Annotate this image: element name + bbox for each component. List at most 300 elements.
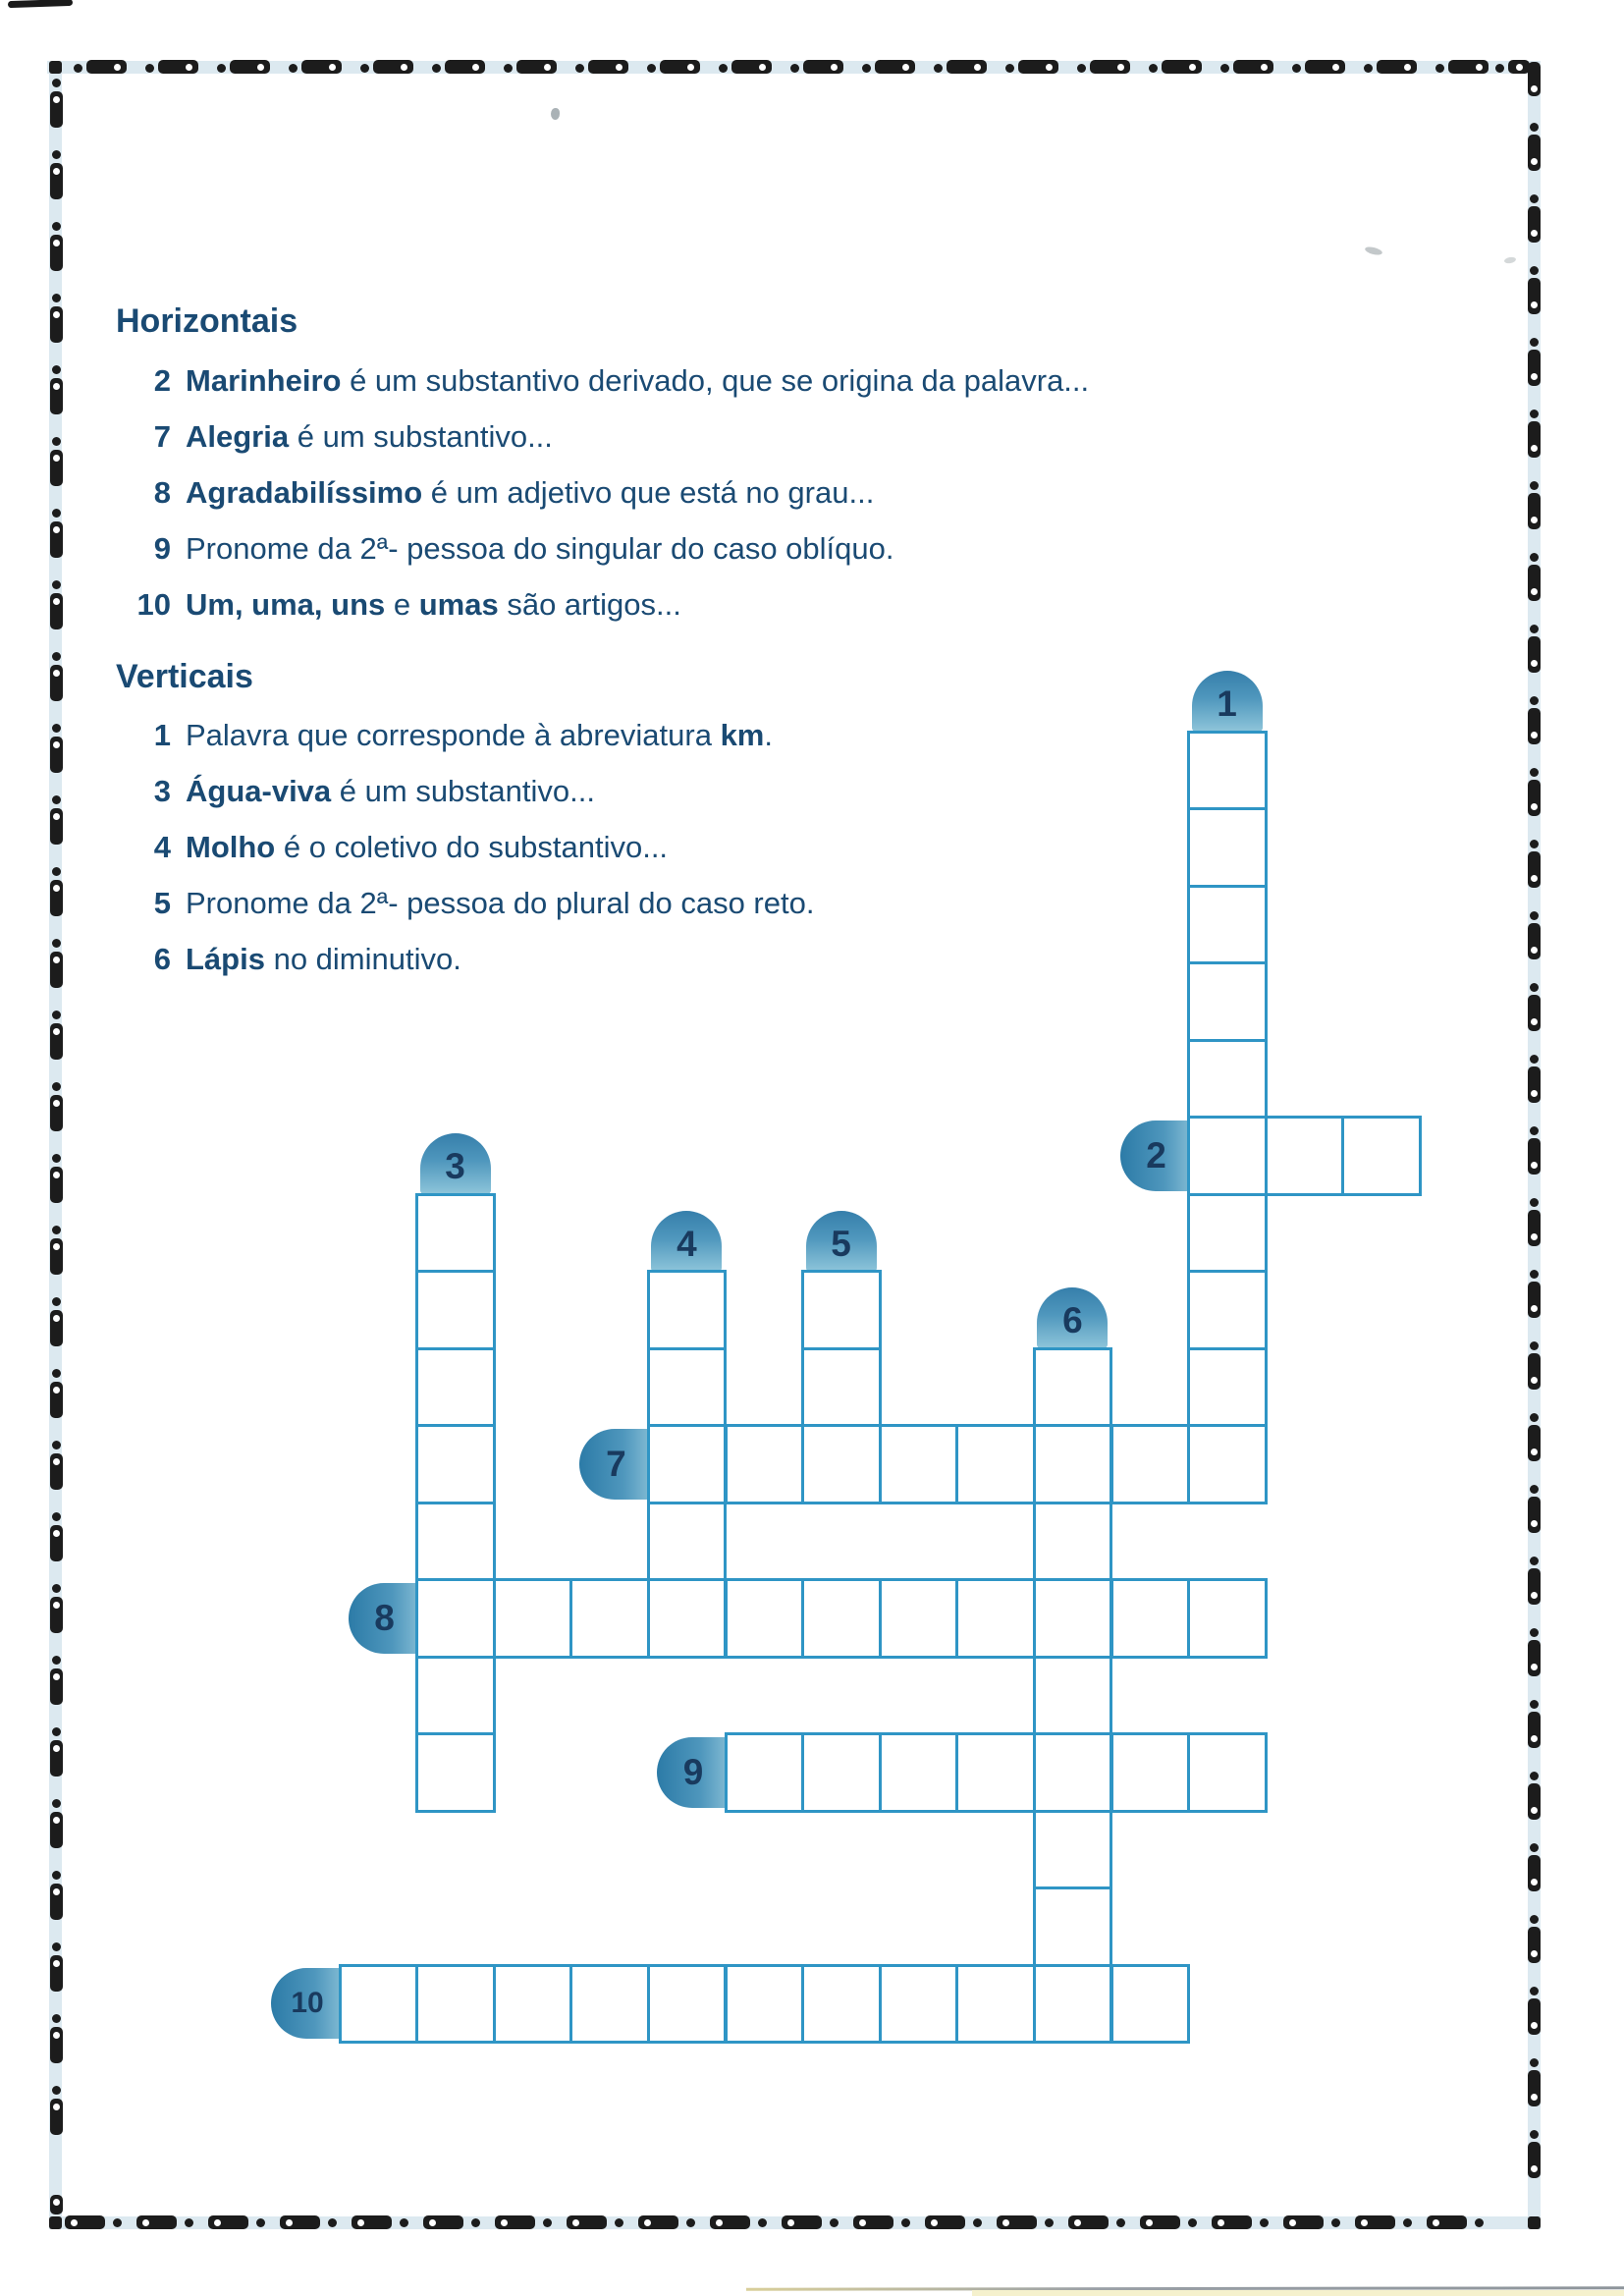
crossword-cell: [1033, 1886, 1113, 1967]
border-dash: [1530, 410, 1539, 418]
crossword-cell: [955, 1578, 1036, 1659]
border-dash: [257, 64, 264, 71]
word-badge-5: [806, 1211, 877, 1272]
border-dash: [1530, 696, 1539, 705]
border-dash: [52, 1082, 61, 1091]
border-dash: [716, 2219, 723, 2226]
border-dash: [52, 580, 61, 589]
border-dash: [719, 64, 728, 73]
crossword-cell: [1033, 1347, 1113, 1428]
border-dash: [1531, 660, 1538, 667]
vertical-clue-6: [116, 942, 461, 977]
border-dash: [1002, 2219, 1009, 2226]
crossword-cell: [1110, 1578, 1191, 1659]
border-dash: [974, 64, 981, 71]
border-dash: [1149, 64, 1158, 73]
border-dash: [1188, 2218, 1197, 2227]
badge-number: 3: [445, 1146, 465, 1186]
border-dash: [686, 2218, 695, 2227]
clue-text: Agradabilíssimo é um adjetivo que está no grau...: [186, 475, 875, 510]
crossword-cell: [415, 1732, 496, 1813]
border-dash: [52, 939, 61, 948]
clue-text: Água-viva é um substantivo...: [186, 774, 595, 808]
border-dash: [1530, 266, 1539, 275]
crossword-cell: [879, 1424, 959, 1504]
border-dash: [572, 2219, 579, 2226]
border-dash: [1528, 636, 1541, 673]
crossword-cell: [647, 1578, 728, 1659]
border-dash: [1530, 481, 1539, 490]
border-dash: [1530, 338, 1539, 347]
border-dash: [256, 2218, 265, 2227]
crossword-cell: [1341, 1116, 1422, 1196]
horizontal-clue-7: [116, 419, 553, 455]
border-dash: [1530, 1843, 1539, 1852]
crossword-cell: [647, 1502, 728, 1582]
border-dash: [1528, 2070, 1541, 2106]
border-dash: [328, 2218, 337, 2227]
border-dash: [53, 2199, 60, 2206]
clue-number: 3: [153, 774, 171, 808]
border-dash: [1530, 1915, 1539, 1924]
border-dash: [52, 294, 61, 302]
clue-number: 4: [153, 830, 171, 864]
border-dash: [1528, 1353, 1541, 1390]
crossword-cell: [1187, 1347, 1268, 1428]
border-dash: [53, 383, 60, 390]
crossword-cell: [647, 1424, 728, 1504]
border-dash: [1516, 64, 1523, 71]
crossword-cell: [493, 1964, 573, 2045]
border-dash: [53, 240, 60, 246]
border-dash: [53, 1458, 60, 1465]
crossword-cell: [569, 1578, 650, 1659]
border-dash: [1531, 1735, 1538, 1742]
border-dash: [1495, 64, 1504, 73]
border-dash: [52, 1512, 61, 1521]
border-dash: [52, 1369, 61, 1378]
crossword-cell: [1033, 1502, 1113, 1582]
border-dash: [53, 455, 60, 462]
border-dash: [1531, 1950, 1538, 1957]
border-dash: [1331, 2218, 1340, 2227]
crossword-cell: [1033, 1964, 1113, 2045]
border-dash: [49, 61, 62, 74]
border-dash: [1531, 85, 1538, 92]
border-dash: [401, 64, 407, 71]
border-dash: [1528, 2142, 1541, 2178]
border-dash: [52, 1226, 61, 1234]
crossword-cell: [801, 1578, 882, 1659]
border-dash: [1077, 64, 1086, 73]
border-dash: [1531, 947, 1538, 954]
border-dash: [52, 724, 61, 733]
border-dash: [1528, 2216, 1541, 2229]
badge-number: 4: [677, 1223, 697, 1264]
border-dash: [1530, 1341, 1539, 1350]
border-dash: [1531, 1162, 1538, 1169]
border-dash: [53, 1817, 60, 1824]
border-dash: [145, 64, 154, 73]
border-dash: [1531, 803, 1538, 810]
verticals-heading: Verticais: [116, 658, 253, 695]
crossword-cell: [1187, 1193, 1268, 1274]
border-dash: [1260, 2218, 1269, 2227]
border-dash: [504, 64, 513, 73]
border-dash: [53, 1745, 60, 1752]
border-dash: [289, 64, 298, 73]
border-dash: [1530, 1987, 1539, 1995]
border-dash: [114, 64, 121, 71]
scan-speck-top-center: [551, 108, 560, 120]
border-dash: [1435, 64, 1444, 73]
horizontals-heading: Horizontais: [116, 302, 298, 340]
border-dash: [1332, 64, 1339, 71]
border-dash: [52, 1011, 61, 1019]
border-dash: [49, 2216, 62, 2229]
border-dash: [1530, 1700, 1539, 1709]
border-dash: [53, 1243, 60, 1250]
border-dash: [1528, 1927, 1541, 1963]
clue-text: Alegria é um substantivo...: [186, 419, 553, 454]
crossword-cell: [801, 1732, 882, 1813]
crossword-cell: [1265, 1116, 1345, 1196]
crossword-cell: [339, 1964, 419, 2045]
crossword-cell: [1033, 1732, 1113, 1813]
clue-text: Molho é o coletivo do substantivo...: [186, 830, 669, 864]
border-dash: [859, 2219, 866, 2226]
border-dash: [687, 64, 694, 71]
border-dash: [831, 64, 838, 71]
scan-speck-right: [1364, 246, 1382, 256]
border-dash: [186, 64, 192, 71]
border-dash: [901, 2218, 910, 2227]
border-dash: [360, 64, 369, 73]
border-dash: [53, 526, 60, 533]
border-dash: [830, 2218, 839, 2227]
border-dash: [53, 1530, 60, 1537]
border-dash: [1531, 158, 1538, 165]
border-dash: [1531, 1233, 1538, 1240]
border-dash: [1528, 708, 1541, 744]
border-dash: [52, 1441, 61, 1449]
border-dash: [1531, 517, 1538, 523]
border-dash: [1528, 1066, 1541, 1103]
border-dash: [1433, 2219, 1439, 2226]
clue-text: Lápis no diminutivo.: [186, 942, 461, 976]
border-dash: [400, 2218, 408, 2227]
border-dash: [759, 64, 766, 71]
crossword-cell: [879, 1964, 959, 2045]
crossword-cell: [647, 1347, 728, 1428]
crossword-cell: [1033, 1656, 1113, 1736]
border-dash: [52, 2014, 61, 2023]
border-dash: [1528, 1138, 1541, 1175]
border-dash: [1364, 64, 1373, 73]
border-dash: [1531, 230, 1538, 237]
border-dash: [1361, 2219, 1368, 2226]
border-dash: [53, 1028, 60, 1035]
scan-speck-right-2: [1504, 256, 1517, 264]
border-dash: [758, 2218, 767, 2227]
border-dash: [1531, 1520, 1538, 1527]
border-dash: [214, 2219, 221, 2226]
border-dash: [53, 96, 60, 103]
clue-text: Um, uma, uns e umas são artigos...: [186, 587, 681, 622]
border-dash: [52, 1727, 61, 1736]
border-dash: [432, 64, 441, 73]
crossword-cell: [1187, 807, 1268, 888]
crossword-cell: [1110, 1424, 1191, 1504]
border-dash: [53, 1100, 60, 1107]
crossword-cell: [415, 1270, 496, 1350]
border-dash: [1531, 1090, 1538, 1097]
border-dash: [1261, 64, 1268, 71]
crossword-cell: [725, 1732, 805, 1813]
border-dash: [53, 813, 60, 820]
border-dash: [1531, 588, 1538, 595]
border-dash: [1531, 2165, 1538, 2172]
crossword-cell: [1033, 1810, 1113, 1890]
border-dash: [1005, 64, 1014, 73]
crossword-cell: [725, 1578, 805, 1659]
border-dash: [53, 1888, 60, 1895]
border-dash: [543, 2218, 552, 2227]
crossword-cell: [955, 1424, 1036, 1504]
border-dash: [52, 1656, 61, 1665]
border-dash: [52, 150, 61, 159]
border-dash: [53, 1172, 60, 1178]
border-dash: [1220, 64, 1229, 73]
border-dash: [53, 311, 60, 318]
crossword-cell: [415, 1656, 496, 1736]
word-badge-4: [651, 1211, 722, 1272]
crossword-cell: [1187, 1116, 1268, 1196]
crossword-cell: [415, 1964, 496, 2045]
clue-number: 7: [153, 419, 171, 454]
border-dash: [217, 64, 226, 73]
crossword-cell: [493, 1578, 573, 1659]
border-dash: [1528, 206, 1541, 243]
border-dash: [1528, 780, 1541, 816]
border-dash: [1218, 2219, 1224, 2226]
border-dash: [1531, 1879, 1538, 1886]
border-dash: [53, 957, 60, 963]
clue-text: Palavra que corresponde à abreviatura km.: [186, 718, 773, 752]
border-dash: [862, 64, 871, 73]
border-dash: [1531, 373, 1538, 380]
border-dash: [902, 64, 909, 71]
crossword-cell: [415, 1578, 496, 1659]
border-dash: [52, 1154, 61, 1163]
border-dash: [1528, 1425, 1541, 1461]
border-dash: [1530, 840, 1539, 848]
crossword-cell: [415, 1193, 496, 1274]
crossword-cell: [801, 1270, 882, 1350]
crossword-cell: [1110, 1964, 1191, 2045]
crossword-cell: [1187, 1270, 1268, 1350]
border-dash: [71, 2219, 78, 2226]
border-dash: [53, 2104, 60, 2110]
border-dash: [1528, 565, 1541, 601]
border-dash: [1074, 2219, 1081, 2226]
border-dash: [52, 867, 61, 876]
border-dash: [787, 2219, 794, 2226]
border-dash: [1530, 1413, 1539, 1422]
border-dash: [471, 2218, 480, 2227]
border-dash: [52, 79, 61, 87]
border-dash: [53, 1673, 60, 1680]
crossword-cell: [725, 1964, 805, 2045]
border-dash: [1530, 625, 1539, 633]
border-dash: [53, 1960, 60, 1967]
border-dash: [1528, 995, 1541, 1031]
border-dash: [52, 365, 61, 374]
vertical-clue-4: [116, 830, 668, 865]
word-badge-6: [1037, 1287, 1108, 1348]
crossword-cell: [415, 1502, 496, 1582]
border-dash: [1528, 1282, 1541, 1318]
word-badge-3: [420, 1133, 491, 1194]
border-dash: [185, 2218, 193, 2227]
border-dash: [53, 1315, 60, 1322]
border-dash: [1289, 2219, 1296, 2226]
border-dash: [1530, 1126, 1539, 1135]
vertical-clue-1: [116, 718, 773, 753]
border-dash: [53, 598, 60, 605]
border-dash: [1528, 350, 1541, 386]
badge-number: 6: [1062, 1300, 1083, 1340]
border-dash: [1531, 445, 1538, 452]
border-dash: [53, 168, 60, 175]
border-dash: [1403, 2218, 1412, 2227]
border-dash: [1531, 875, 1538, 882]
border-dash: [52, 222, 61, 231]
border-dash: [1531, 1305, 1538, 1312]
crossword-cell: [569, 1964, 650, 2045]
border-dash: [1530, 1055, 1539, 1064]
clue-text: Pronome da 2ª- pessoa do plural do caso reto.: [186, 886, 815, 920]
border-dash: [1116, 2218, 1125, 2227]
border-dash: [1530, 768, 1539, 777]
badge-number: 5: [831, 1223, 851, 1264]
border-dash: [1531, 1018, 1538, 1025]
crossword-cell: [725, 1424, 805, 1504]
horizontal-clue-10: [116, 587, 681, 623]
badge-number: 1: [1217, 683, 1237, 724]
crossword-cell: [879, 1732, 959, 1813]
border-dash: [1528, 1712, 1541, 1748]
border-dash: [934, 64, 943, 73]
border-dash: [615, 2218, 623, 2227]
border-dash: [1528, 278, 1541, 314]
clue-text: Pronome da 2ª- pessoa do singular do caso oblíquo.: [186, 531, 894, 566]
border-dash: [1530, 983, 1539, 992]
border-dash: [1528, 1640, 1541, 1676]
border-dash: [1530, 1485, 1539, 1494]
border-dash: [1531, 732, 1538, 738]
border-dash: [1045, 2218, 1054, 2227]
border-dash: [1046, 64, 1053, 71]
border-dash: [53, 670, 60, 677]
border-dash: [1530, 1628, 1539, 1637]
border-dash: [1530, 194, 1539, 203]
horizontal-clue-9: [116, 531, 894, 567]
crossword-cell: [1187, 1039, 1268, 1120]
crossword-cell: [1187, 885, 1268, 965]
clue-number: 1: [153, 718, 171, 752]
border-dash: [1530, 911, 1539, 920]
crossword-cell: [415, 1424, 496, 1504]
badge-number: 7: [606, 1443, 626, 1484]
clue-text: Marinheiro é um substantivo derivado, que se origina da palavra...: [186, 363, 1090, 398]
border-dash: [53, 1602, 60, 1609]
border-dash: [52, 1584, 61, 1593]
border-dash: [1528, 1783, 1541, 1820]
border-dash: [1530, 2130, 1539, 2139]
border-dash: [1530, 123, 1539, 132]
crossword-cell: [1110, 1732, 1191, 1813]
crossword-cell: [1187, 1732, 1268, 1813]
border-dash: [53, 885, 60, 892]
border-dash: [53, 1387, 60, 1394]
border-dash: [52, 795, 61, 804]
border-dash: [1528, 421, 1541, 458]
crossword-cell: [801, 1347, 882, 1428]
border-dash: [1528, 1568, 1541, 1605]
border-dash: [1189, 64, 1196, 71]
border-dash: [52, 1871, 61, 1880]
border-dash: [1404, 64, 1411, 71]
crossword-cell: [1187, 961, 1268, 1042]
border-dash: [329, 64, 336, 71]
border-dash: [1530, 553, 1539, 562]
border-dash: [575, 64, 584, 73]
page-bottom-tint: [972, 2290, 1624, 2296]
crossword-cell: [1187, 1578, 1268, 1659]
border-dash: [53, 741, 60, 748]
badge-number: 10: [291, 1987, 324, 2019]
border-dash: [1528, 923, 1541, 959]
badge-number: 8: [374, 1597, 395, 1638]
border-dash: [52, 437, 61, 446]
border-dash: [1531, 2094, 1538, 2101]
border-dash: [52, 1942, 61, 1951]
border-dash: [1476, 64, 1483, 71]
horizontal-clue-8: [116, 475, 874, 511]
border-dash: [357, 2219, 364, 2226]
border-dash: [1528, 135, 1541, 171]
vertical-clue-5: [116, 886, 814, 921]
crossword-cell: [955, 1732, 1036, 1813]
border-dash: [616, 64, 623, 71]
badge-number: 2: [1146, 1134, 1166, 1175]
border-dash: [1528, 851, 1541, 888]
clue-number: 10: [136, 587, 171, 622]
crossword-cell: [955, 1964, 1036, 2045]
border-dash: [973, 2218, 982, 2227]
crossword-cell: [647, 1270, 728, 1350]
crossword-cell: [415, 1347, 496, 1428]
border-dash: [52, 1297, 61, 1306]
border-dash: [1528, 1210, 1541, 1246]
horizontal-clue-2: [116, 363, 1089, 399]
border-dash: [1528, 1497, 1541, 1533]
border-dash: [429, 2219, 436, 2226]
border-dash: [647, 64, 656, 73]
border-dash: [142, 2219, 149, 2226]
border-dash: [1530, 2058, 1539, 2067]
